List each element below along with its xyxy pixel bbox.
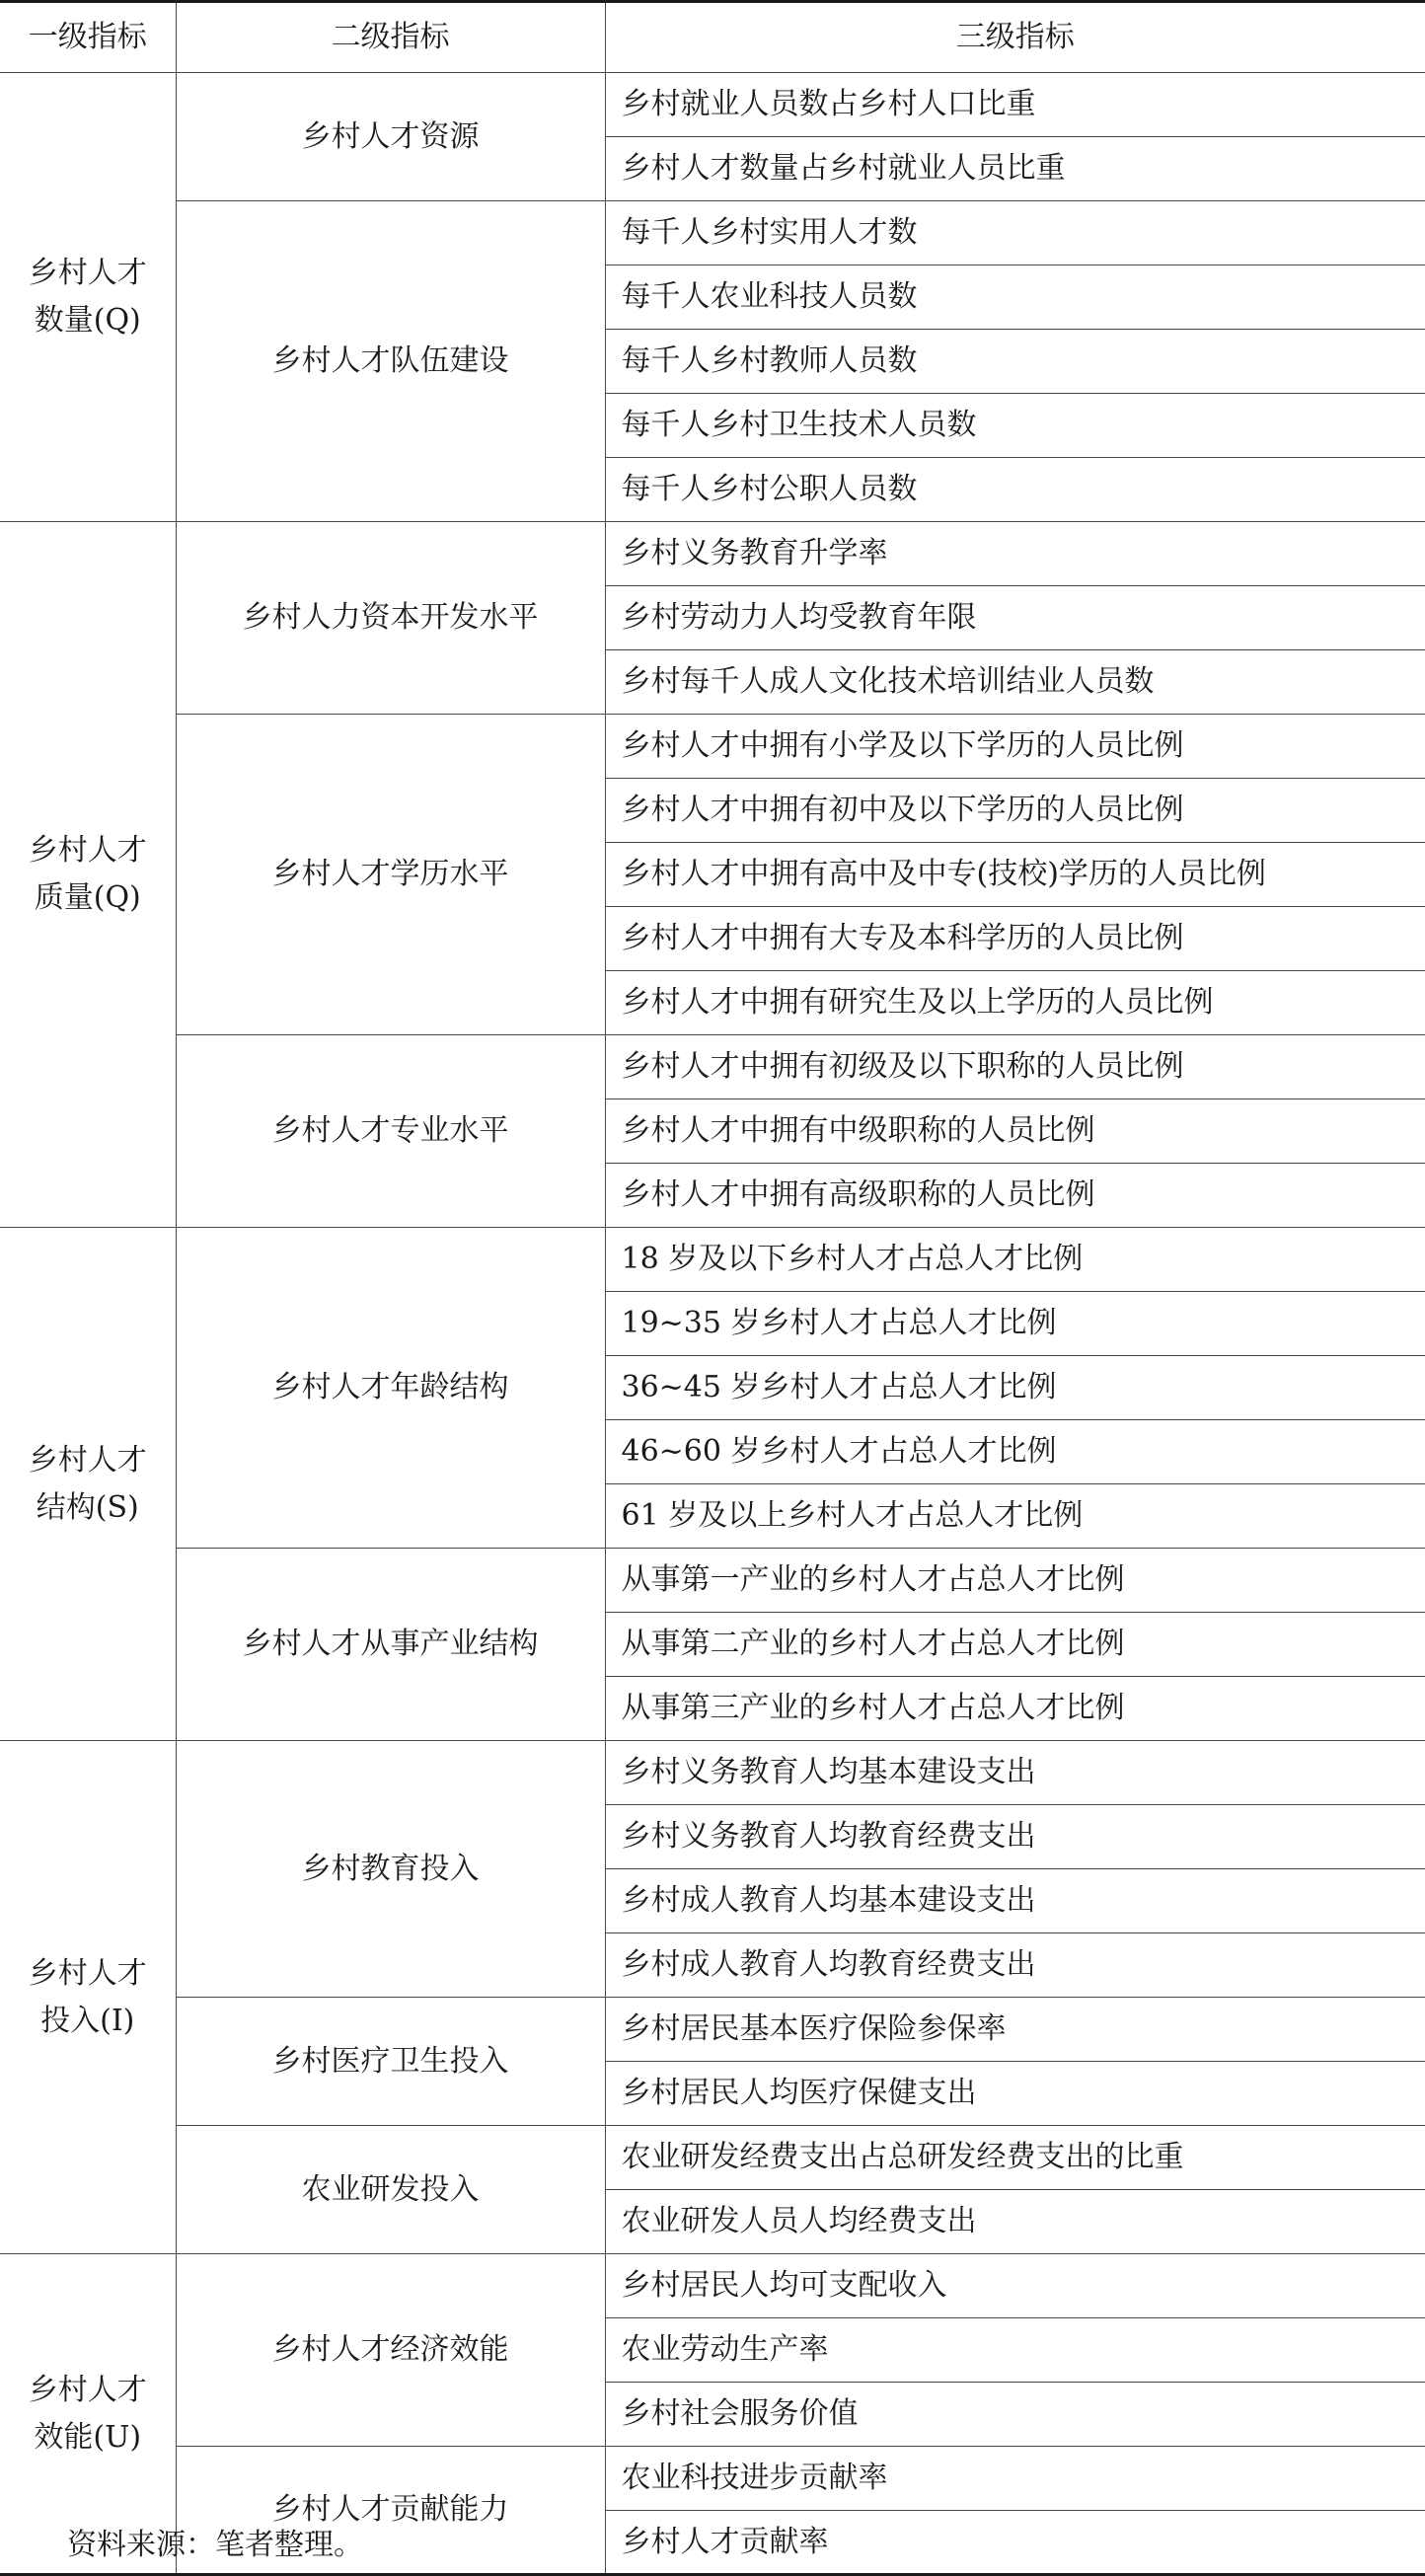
level3-indicator: 乡村义务教育升学率 — [605, 522, 1425, 586]
level2-indicator: 乡村人才年龄结构 — [176, 1228, 605, 1549]
level2-indicator: 乡村人才队伍建设 — [176, 201, 605, 522]
level1-indicator-line: 乡村人才 — [28, 2372, 147, 2407]
level2-indicator: 乡村人才资源 — [176, 73, 605, 201]
level3-indicator: 每千人乡村公职人员数 — [605, 458, 1425, 522]
level3-indicator: 乡村人才中拥有大专及本科学历的人员比例 — [605, 907, 1425, 971]
level3-indicator: 乡村居民基本医疗保险参保率 — [605, 1998, 1425, 2062]
table-row — [0, 522, 1425, 586]
level3-indicator: 乡村人才中拥有初中及以下学历的人员比例 — [605, 779, 1425, 843]
level3-indicator: 农业研发经费支出占总研发经费支出的比重 — [605, 2126, 1425, 2190]
level1-indicator — [0, 1228, 176, 1741]
level3-indicator: 乡村每千人成人文化技术培训结业人员数 — [605, 650, 1425, 715]
level3-indicator: 乡村居民人均可支配收入 — [605, 2254, 1425, 2318]
level3-indicator: 农业劳动生产率 — [605, 2318, 1425, 2383]
level1-indicator-line: 效能(U) — [34, 2419, 142, 2455]
level3-indicator: 乡村义务教育人均基本建设支出 — [605, 1741, 1425, 1805]
table-body — [0, 73, 1425, 2575]
level3-indicator: 每千人乡村卫生技术人员数 — [605, 394, 1425, 458]
table-row — [0, 2126, 1425, 2190]
level2-indicator: 乡村人才学历水平 — [176, 715, 605, 1035]
header-row — [0, 2, 1425, 73]
level3-indicator: 从事第二产业的乡村人才占总人才比例 — [605, 1613, 1425, 1677]
level2-indicator: 乡村人才经济效能 — [176, 2254, 605, 2447]
level3-indicator: 农业科技进步贡献率 — [605, 2447, 1425, 2511]
level3-indicator: 乡村劳动力人均受教育年限 — [605, 586, 1425, 650]
level3-indicator: 乡村居民人均医疗保健支出 — [605, 2062, 1425, 2126]
header-level2: 二级指标 — [176, 2, 605, 73]
level1-indicator-line: 乡村人才 — [28, 833, 147, 868]
level1-indicator-line: 乡村人才 — [28, 256, 147, 290]
level2-indicator: 农业研发投入 — [176, 2126, 605, 2254]
table-row — [0, 2254, 1425, 2318]
level1-indicator — [0, 522, 176, 1228]
level3-indicator: 农业研发人员人均经费支出 — [605, 2190, 1425, 2254]
table-row — [0, 2447, 1425, 2511]
level3-indicator: 乡村人才贡献率 — [605, 2511, 1425, 2575]
level3-indicator: 18 岁及以下乡村人才占总人才比例 — [605, 1228, 1425, 1292]
level1-indicator — [0, 73, 176, 522]
level3-indicator: 每千人乡村教师人员数 — [605, 330, 1425, 394]
level3-indicator: 乡村就业人员数占乡村人口比重 — [605, 73, 1425, 137]
level2-indicator: 乡村医疗卫生投入 — [176, 1998, 605, 2126]
level2-indicator: 乡村人才从事产业结构 — [176, 1549, 605, 1741]
header-level3: 三级指标 — [605, 2, 1425, 73]
source-note: 资料来源：笔者整理。 — [67, 2528, 363, 2562]
level2-indicator: 乡村人力资本开发水平 — [176, 522, 605, 715]
level3-indicator: 乡村人才中拥有中级职称的人员比例 — [605, 1099, 1425, 1164]
level1-indicator-line: 投入(I) — [40, 2003, 135, 2038]
level3-indicator: 从事第一产业的乡村人才占总人才比例 — [605, 1549, 1425, 1613]
level1-indicator-line: 结构(S) — [36, 1489, 139, 1525]
level1-indicator — [0, 1741, 176, 2254]
level3-indicator: 乡村人才中拥有高级职称的人员比例 — [605, 1164, 1425, 1228]
level3-indicator: 乡村义务教育人均教育经费支出 — [605, 1805, 1425, 1869]
level3-indicator: 乡村成人教育人均基本建设支出 — [605, 1869, 1425, 1933]
table-row — [0, 201, 1425, 265]
level1-indicator-line: 数量(Q) — [34, 303, 141, 338]
level3-indicator: 乡村成人教育人均教育经费支出 — [605, 1933, 1425, 1998]
table-row — [0, 1035, 1425, 1099]
table-row — [0, 715, 1425, 779]
level2-indicator: 乡村人才贡献能力 — [176, 2447, 605, 2575]
level2-indicator: 乡村人才专业水平 — [176, 1035, 605, 1228]
header-level1: 一级指标 — [0, 2, 176, 73]
level3-indicator: 乡村人才中拥有高中及中专(技校)学历的人员比例 — [605, 843, 1425, 907]
table-row — [0, 73, 1425, 137]
level3-indicator: 乡村人才中拥有小学及以下学历的人员比例 — [605, 715, 1425, 779]
level3-indicator: 每千人农业科技人员数 — [605, 265, 1425, 330]
table-row — [0, 1228, 1425, 1292]
table-row — [0, 1549, 1425, 1613]
level3-indicator: 乡村人才中拥有研究生及以上学历的人员比例 — [605, 971, 1425, 1035]
level3-indicator: 从事第三产业的乡村人才占总人才比例 — [605, 1677, 1425, 1741]
level3-indicator: 乡村社会服务价值 — [605, 2383, 1425, 2447]
level1-indicator-line: 乡村人才 — [28, 1955, 147, 1991]
level3-indicator: 61 岁及以上乡村人才占总人才比例 — [605, 1484, 1425, 1549]
level1-indicator-line: 质量(Q) — [34, 880, 141, 915]
table-row — [0, 1998, 1425, 2062]
table-header — [0, 2, 1425, 73]
level1-indicator-line: 乡村人才 — [28, 1442, 147, 1477]
level3-indicator: 每千人乡村实用人才数 — [605, 201, 1425, 265]
level3-indicator: 19~35 岁乡村人才占总人才比例 — [605, 1292, 1425, 1356]
table-row — [0, 1741, 1425, 1805]
level3-indicator: 36~45 岁乡村人才占总人才比例 — [605, 1356, 1425, 1420]
level3-indicator: 乡村人才中拥有初级及以下职称的人员比例 — [605, 1035, 1425, 1099]
level3-indicator: 乡村人才数量占乡村就业人员比重 — [605, 137, 1425, 201]
level3-indicator: 46~60 岁乡村人才占总人才比例 — [605, 1420, 1425, 1484]
level2-indicator: 乡村教育投入 — [176, 1741, 605, 1998]
